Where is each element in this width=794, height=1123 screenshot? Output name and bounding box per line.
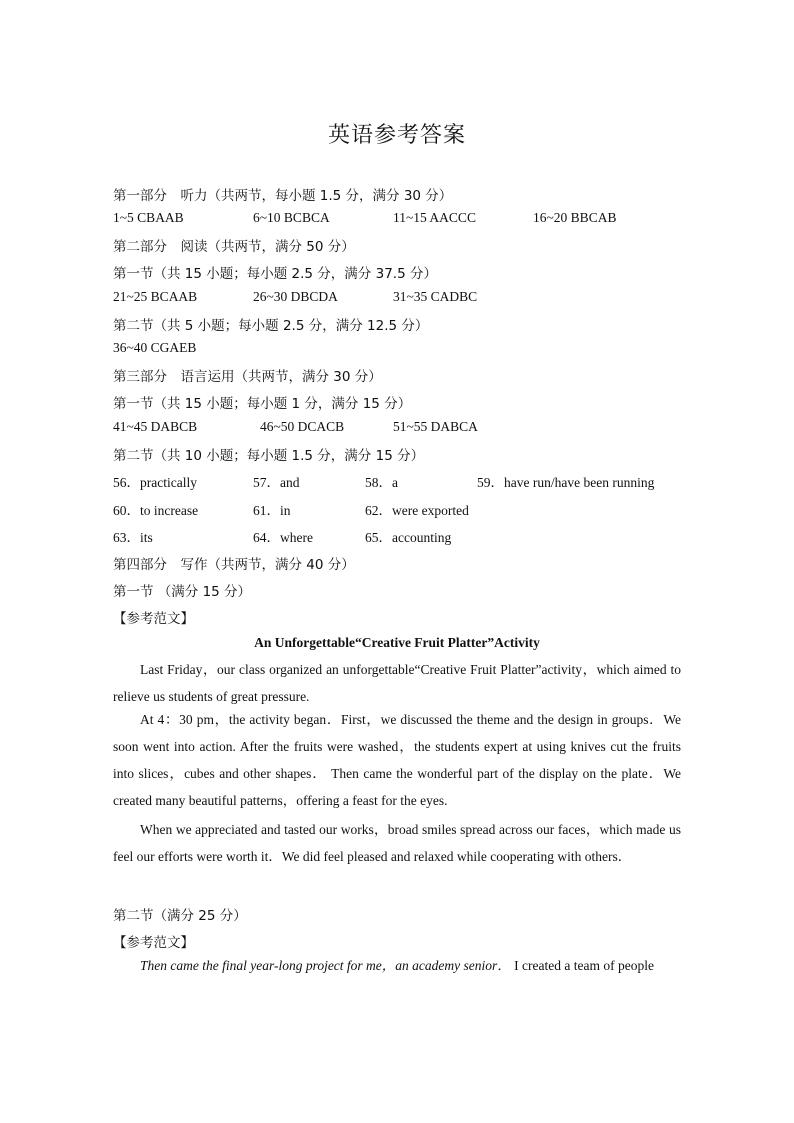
- answer-group: 16~20 BBCAB: [533, 210, 617, 225]
- blank-answer: 60．to increase: [113, 503, 199, 518]
- blank-answer: 57．and: [253, 475, 300, 490]
- blank-answer: 64．where: [253, 530, 313, 545]
- blank-answer: 61．in: [253, 503, 291, 518]
- continuation-text: I created a team of people: [510, 958, 654, 973]
- answer-group: 51~55 DABCA: [393, 419, 478, 434]
- essay-paragraph: Last Friday，our class organized an unforgettable“Creative Fruit Platter”activity，which aimed to relieve us students of great pressure.: [113, 662, 681, 704]
- sample-essay-label: 【参考范文】: [113, 611, 194, 627]
- blank-answer: 63．its: [113, 530, 153, 545]
- part4-section1-heading: 第一节 （满分 15 分）: [113, 584, 252, 600]
- blank-answer: 59．have run/have been running: [477, 475, 655, 490]
- answer-group: 11~15 AACCC: [393, 210, 476, 225]
- answer-group: 1~5 CBAAB: [113, 210, 184, 225]
- blank-answer: 65．accounting: [365, 530, 452, 545]
- part2-section1-heading: 第一节（共 15 小题；每小题 2.5 分，满分 37.5 分）: [113, 266, 437, 282]
- blank-answer: 58．a: [365, 475, 398, 490]
- part4-section2-heading: 第二节（满分 25 分）: [113, 908, 247, 924]
- answer-group: 6~10 BCBCA: [253, 210, 330, 225]
- part4-heading: 第四部分 写作（共两节，满分 40 分）: [113, 557, 355, 573]
- blank-answer: 62．were exported: [365, 503, 469, 518]
- page-title: 英语参考答案: [327, 123, 466, 148]
- part3-section2-heading: 第二节（共 10 小题；每小题 1.5 分，满分 15 分）: [113, 448, 425, 464]
- part2-section2-heading: 第二节（共 5 小题；每小题 2.5 分，满分 12.5 分）: [113, 318, 429, 334]
- answer-group: 41~45 DABCB: [113, 419, 198, 434]
- part2-heading: 第二部分 阅读（共两节，满分 50 分）: [113, 239, 355, 255]
- part3-heading: 第三部分 语言运用（共两节，满分 30 分）: [113, 369, 382, 385]
- part3-section1-heading: 第一节（共 15 小题；每小题 1 分，满分 15 分）: [113, 396, 412, 412]
- answer-group: 31~35 CADBC: [393, 289, 478, 304]
- part1-heading: 第一部分 听力（共两节，每小题 1.5 分，满分 30 分）: [113, 188, 453, 204]
- blank-answer: 56．practically: [113, 475, 197, 490]
- essay-paragraph: At 4：30 pm，the activity began．First，we discussed the theme and the design in groups．We soon went into action. After the fruits were washed，the students expert at using knives cut the fruits into slices，cubes and other shapes． Then came the wonderful part of the display on the plate．We created many beautiful patterns，offering a feast for the eyes.: [113, 712, 681, 808]
- answer-group: 26~30 DBCDA: [253, 289, 338, 304]
- sample-essay-label-2: 【参考范文】: [113, 935, 194, 951]
- continuation-paragraph: [113, 952, 681, 979]
- continuation-opening-sentence: Then came the final year-long project for me，an academy senior．: [140, 958, 511, 973]
- answer-group: 46~50 DCACB: [260, 419, 345, 434]
- answer-group: 36~40 CGAEB: [113, 340, 197, 355]
- essay-title: An Unforgettable“Creative Fruit Platter”Activity: [254, 635, 540, 650]
- essay-paragraph: When we appreciated and tasted our works，broad smiles spread across our faces，which made us feel our efforts were worth it．We did feel pleased and relaxed while cooperating with others．: [113, 822, 681, 864]
- answer-group: 21~25 BCAAB: [113, 289, 198, 304]
